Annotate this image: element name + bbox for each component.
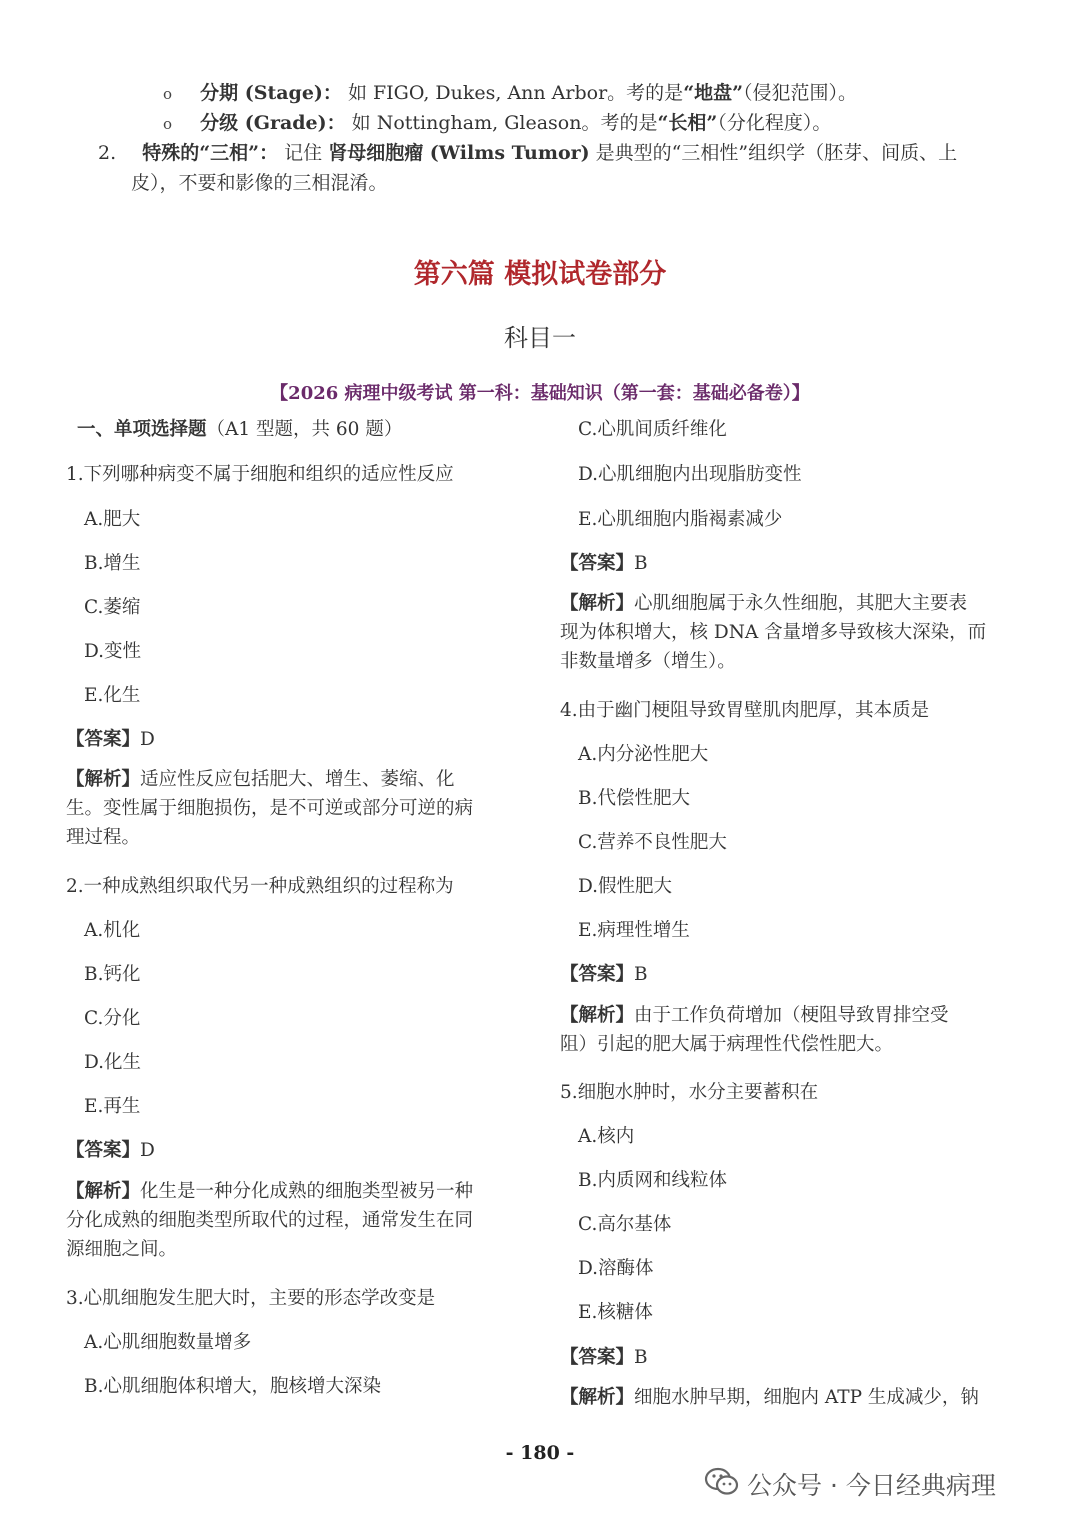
option: C.萎缩	[84, 597, 141, 618]
question-5-stem: 5.细胞水肿时，水分主要蓄积在	[560, 1082, 819, 1103]
stage-line: o 分期 (Stage)： 如 FIGO, Dukes, Ann Arbor。考的是“地盘”（侵犯范围）。	[163, 82, 858, 104]
option: A.核内	[578, 1126, 635, 1147]
option: D.溶酶体	[578, 1258, 654, 1279]
point-2-line: 2. 特殊的“三相”： 记住 肾母细胞瘤 (Wilms Tumor) 是典型的“三相性”组织学（胚芽、间质、上	[98, 142, 958, 164]
option: C.心肌间质纤维化	[578, 419, 727, 440]
option: C.高尔基体	[578, 1214, 672, 1235]
option: E.病理性增生	[578, 920, 690, 941]
option: E.心肌细胞内脂褐素减少	[578, 509, 783, 530]
subject-title: 科目一	[504, 324, 576, 352]
explanation: 【解析】细胞水肿早期，细胞内 ATP 生成减少，钠	[560, 1387, 979, 1408]
section-title: 一、单项选择题（A1 型题，共 60 题）	[77, 419, 403, 440]
answer: 【答案】B	[560, 1347, 648, 1368]
option: B.内质网和线粒体	[578, 1170, 727, 1191]
option: C.营养不良性肥大	[578, 832, 727, 853]
option: D.变性	[84, 641, 142, 662]
option: A.肥大	[84, 509, 141, 530]
explanation: 【解析】心肌细胞属于永久性细胞，其肥大主要表 现为体积增大，核 DNA 含量增多导致核大深染，而 非数量增多（增生）。	[560, 593, 987, 672]
option: A.机化	[84, 920, 141, 941]
option: B.代偿性肥大	[578, 788, 690, 809]
watermark: 公众号 · 今日经典病理	[747, 1471, 996, 1500]
question-1-stem: 1.下列哪种病变不属于细胞和组织的适应性反应	[66, 464, 454, 485]
explanation: 【解析】适应性反应包括肥大、增生、萎缩、化 生。变性属于细胞损伤，是不可逆或部分可逆的病 理过程。	[66, 769, 474, 848]
question-4-stem: 4.由于幽门梗阻导致胃壁肌肉肥厚，其本质是	[560, 700, 930, 721]
question-3-stem: 3.心肌细胞发生肥大时，主要的形态学改变是	[66, 1288, 436, 1309]
answer: 【答案】D	[66, 729, 155, 750]
option: D.化生	[84, 1052, 142, 1073]
question-2-stem: 2.一种成熟组织取代另一种成熟组织的过程称为	[66, 876, 454, 897]
option: A.心肌细胞数量增多	[84, 1332, 252, 1353]
explanation: 【解析】化生是一种分化成熟的细胞类型被另一种 分化成熟的细胞类型所取代的过程，通常发生在同 源细胞之间。	[66, 1181, 474, 1260]
option: E.再生	[84, 1096, 141, 1117]
answer: 【答案】D	[66, 1140, 155, 1161]
option: C.分化	[84, 1008, 141, 1029]
grade-line: o 分级 (Grade)： 如 Nottingham, Gleason。考的是“长相”（分化程度）。	[163, 112, 832, 134]
option: D.假性肥大	[578, 876, 673, 897]
option: E.化生	[84, 685, 141, 706]
option: B.心肌细胞体积增大，胞核增大深染	[84, 1376, 381, 1397]
bullet-icon: o	[163, 115, 173, 133]
option: D.心肌细胞内出现脂肪变性	[578, 464, 802, 485]
bullet-icon: o	[163, 85, 173, 103]
option: A.内分泌性肥大	[578, 744, 709, 765]
option: B.增生	[84, 553, 141, 574]
page-number: - 180 -	[505, 1442, 575, 1464]
answer: 【答案】B	[560, 964, 648, 985]
explanation: 【解析】由于工作负荷增加（梗阻导致胃排空受 阻）引起的肥大属于病理性代偿性肥大。	[560, 1005, 949, 1055]
point-2-line-2: 皮），不要和影像的三相混淆。	[131, 172, 388, 194]
option: B.钙化	[84, 964, 141, 985]
exam-title: 【2026 病理中级考试 第一科：基础知识（第一套：基础必备卷）】	[270, 383, 810, 404]
wechat-icon	[704, 1466, 740, 1502]
answer: 【答案】B	[560, 553, 648, 574]
option: E.核糖体	[578, 1302, 653, 1323]
part-title: 第六篇 模拟试卷部分	[413, 259, 667, 290]
